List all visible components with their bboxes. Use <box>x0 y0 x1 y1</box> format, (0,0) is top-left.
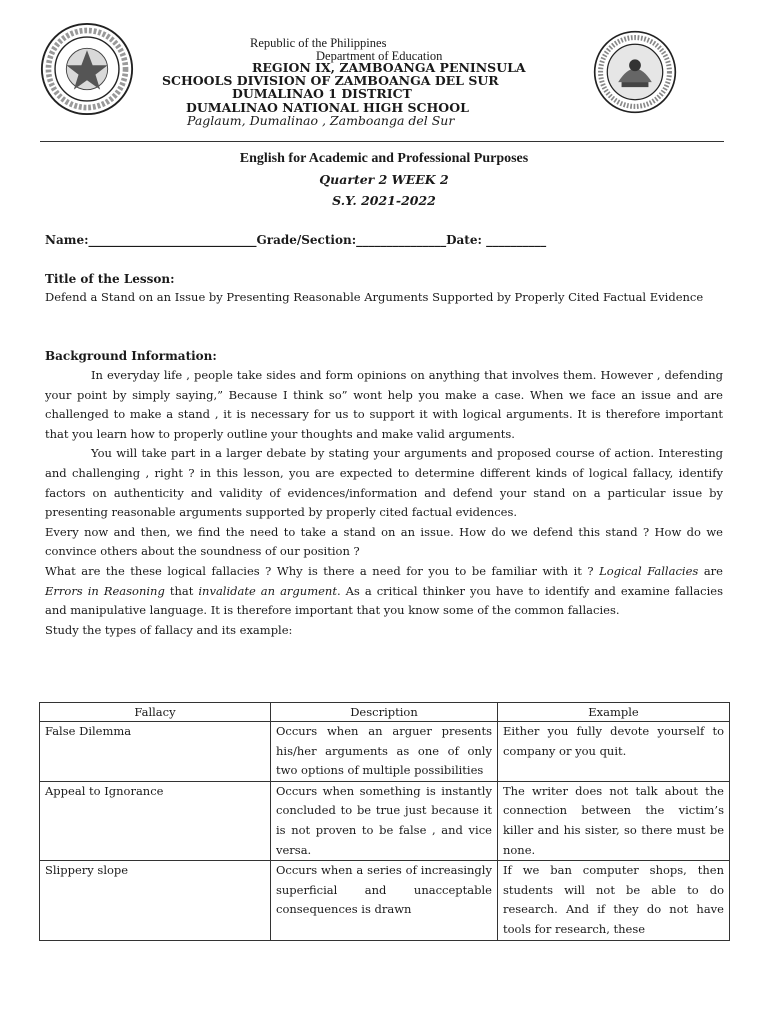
background-heading: Background Information: <box>45 349 217 363</box>
header-region: REGION IX, ZAMBOANGA PENINSULA <box>252 60 526 75</box>
fallacy-description: Occurs when something is instantly concluded to be true just because it is not proven to be false , and vice versa. <box>271 781 498 860</box>
fallacy-name: Appeal to Ignorance <box>40 781 271 860</box>
deped-seal-logo <box>40 22 134 116</box>
p4-emphasis-3: invalidate an argument <box>198 583 337 598</box>
background-paragraph-3: Every now and then, we find the need to take a stand on an issue. How do we defend this stand ? How do we convince others about the soundness of our position ? <box>45 524 723 559</box>
background-paragraph-5: Study the types of fallacy and its example: <box>45 622 293 637</box>
header-example: Example <box>497 703 729 722</box>
student-info-line: Name:____________________________Grade/Section:_______________Date: __________ <box>45 233 547 247</box>
subject-title: English for Academic and Professional Purposes <box>239 151 529 166</box>
p4-end: . As a critical thinker you have to identify and examine fallacies and manipulative language. It is therefore important that you know some of the common fallacies. <box>45 583 724 618</box>
fallacy-name: Slippery slope <box>40 861 271 940</box>
background-body <box>45 366 723 640</box>
header-district: DUMALINAO 1 DISTRICT <box>232 86 412 101</box>
background-paragraph-4 <box>45 562 723 621</box>
fallacy-name: False Dilemma <box>40 722 271 782</box>
header-republic: Republic of the Philippines <box>250 36 387 50</box>
header-description: Description <box>271 703 498 722</box>
background-paragraph-2: You will take part in a larger debate by stating your arguments and proposed course of action. Interesting and challenging , right ? in this lesson, you are expected to determine different kinds of logical fallacy, identify factors on authenticity and validity of evidences/information and defend your stand on a particular issue by presenting reasonable arguments supported by properly cited factual evidences. <box>45 446 723 520</box>
lesson-title <box>45 288 723 308</box>
table-row <box>40 722 730 782</box>
p4-that: that <box>164 583 199 598</box>
fallacy-example: If we ban computer shops, then students will not be able to do research. And if they do not have tools for research, these <box>497 861 729 940</box>
fallacy-table <box>39 702 730 941</box>
header-school: DUMALINAO NATIONAL HIGH SCHOOL <box>186 100 469 115</box>
fallacy-description: Occurs when a series of increasingly superficial and unacceptable consequences is drawn <box>271 861 498 940</box>
p4-start: What are the these logical fallacies ? Why is there a need for you to be familiar with it ? <box>45 563 600 578</box>
fallacy-example: The writer does not talk about the connection between the victim’s killer and his sister, so there must be none. <box>497 781 729 860</box>
fallacy-example: Either you fully devote yourself to company or you quit. <box>497 722 729 782</box>
p4-emphasis-2: Errors in Reasoning <box>45 583 165 598</box>
header-divider <box>40 141 724 142</box>
header-fallacy: Fallacy <box>40 703 271 722</box>
p4-are: are <box>698 563 723 578</box>
quarter-label: Quarter 2 WEEK 2 <box>319 172 449 187</box>
table-row <box>40 861 730 940</box>
school-year-label: S.Y. 2021-2022 <box>332 193 436 208</box>
fallacy-description: Occurs when an arguer presents his/her arguments as one of only two options of multiple possibilities <box>271 722 498 782</box>
table-row <box>40 781 730 860</box>
division-seal-logo <box>593 30 677 114</box>
lesson-heading: Title of the Lesson: <box>45 272 175 286</box>
header-address: Paglaum, Dumalinao , Zamboanga del Sur <box>187 113 455 128</box>
background-paragraph-1: In everyday life , people take sides and form opinions on anything that involves them. However , defending your point by simply saying,” Because I think so” wont help you make a case. When we face an issue and are challenged to make a stand , it is necessary for us to support it with logical arguments. It is therefore important that you learn how to properly outline your thoughts and make valid arguments. <box>45 368 723 441</box>
p4-emphasis-1: Logical Fallacies <box>599 563 699 578</box>
header-division: SCHOOLS DIVISION OF ZAMBOANGA DEL SUR <box>162 73 499 88</box>
table-header-row <box>40 703 730 722</box>
header-department: Department of Education <box>316 49 443 63</box>
lesson-title-text: Defend a Stand on an Issue by Presenting Reasonable Arguments Supported by Properly Cited Factual Evidence <box>45 290 704 304</box>
